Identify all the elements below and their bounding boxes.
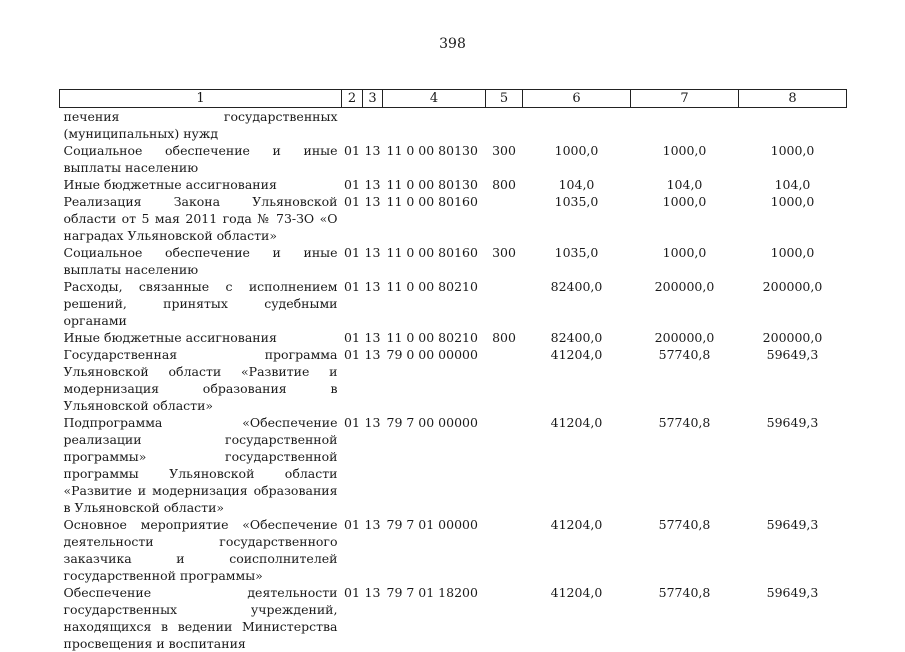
section-code-cell: 01 [344, 415, 360, 430]
expense-name-cell: Социальное обеспечение и иные выплаты населению [63, 143, 338, 175]
table-row [60, 278, 847, 329]
amount-col8-cell: 1000,0 [770, 194, 815, 209]
target-article-cell [383, 108, 486, 143]
amount-col7-cell: 57740,8 [658, 347, 711, 362]
column-header: 7 [631, 90, 739, 108]
amount-col8-cell: 59649,3 [766, 347, 819, 362]
table-header-row [60, 90, 847, 108]
table-row [60, 346, 847, 414]
amount-col7-cell [631, 108, 739, 143]
budget-table [59, 89, 847, 652]
amount-col6-cell: 82400,0 [550, 330, 603, 345]
section-code-cell: 01 [344, 330, 360, 345]
subsection-code-cell: 13 [364, 517, 381, 532]
expense-name-cell: Реализация Закона Ульяновской области от 5 мая 2011 года № 73-ЗО «О наградах Ульяновской области» [63, 194, 338, 243]
subsection-code-cell [363, 108, 383, 143]
target-article-cell: 79 7 01 00000 [386, 517, 478, 532]
subsection-code-cell: 13 [364, 245, 381, 260]
table-row [60, 142, 847, 176]
column-header: 5 [486, 90, 523, 108]
table-row [60, 516, 847, 584]
section-code-cell: 01 [344, 245, 360, 260]
amount-col8-cell: 104,0 [774, 177, 811, 192]
section-code-cell: 01 [344, 177, 360, 192]
table-row [60, 108, 847, 143]
amount-col6-cell: 1035,0 [554, 245, 599, 260]
section-code-cell: 01 [344, 194, 360, 209]
table-row [60, 176, 847, 193]
table-row [60, 414, 847, 516]
subsection-code-cell: 13 [364, 194, 381, 209]
amount-col7-cell: 200000,0 [654, 330, 715, 345]
expense-name-cell: Государственная программа Ульяновской области «Развитие и модернизация образования в Ульяновской области» [63, 347, 338, 413]
amount-col8-cell: 200000,0 [762, 330, 823, 345]
expense-type-cell [486, 346, 523, 414]
column-header: 2 [342, 90, 363, 108]
target-article-cell: 11 0 00 80210 [386, 330, 478, 345]
column-header: 8 [739, 90, 847, 108]
expense-name-cell: Иные бюджетные ассигнования [63, 177, 277, 192]
expense-type-cell [486, 414, 523, 516]
amount-col8-cell: 59649,3 [766, 517, 819, 532]
amount-col6-cell: 1035,0 [554, 194, 599, 209]
section-code-cell [342, 108, 363, 143]
page-number: 398 [439, 36, 466, 52]
table-row [60, 193, 847, 244]
section-code-cell: 01 [344, 347, 360, 362]
expense-type-cell [486, 584, 523, 652]
section-code-cell: 01 [344, 279, 360, 294]
amount-col6-cell: 41204,0 [550, 517, 603, 532]
expense-type-cell [486, 193, 523, 244]
amount-col6-cell: 82400,0 [550, 279, 603, 294]
subsection-code-cell: 13 [364, 330, 381, 345]
column-header: 4 [383, 90, 486, 108]
amount-col8-cell: 1000,0 [770, 245, 815, 260]
amount-col7-cell: 200000,0 [654, 279, 715, 294]
expense-type-cell: 300 [492, 143, 516, 158]
subsection-code-cell: 13 [364, 279, 381, 294]
expense-name-cell: Иные бюджетные ассигнования [63, 330, 277, 345]
amount-col6-cell: 41204,0 [550, 585, 603, 600]
section-code-cell: 01 [344, 517, 360, 532]
table-row [60, 329, 847, 346]
subsection-code-cell: 13 [364, 585, 381, 600]
amount-col7-cell: 1000,0 [662, 245, 707, 260]
amount-col7-cell: 57740,8 [658, 517, 711, 532]
expense-name-cell: печения государственных (муниципальных) нужд [63, 109, 338, 141]
target-article-cell: 11 0 00 80130 [386, 177, 478, 192]
amount-col7-cell: 57740,8 [658, 585, 711, 600]
expense-type-cell [486, 278, 523, 329]
amount-col6-cell: 104,0 [558, 177, 595, 192]
subsection-code-cell: 13 [364, 415, 381, 430]
target-article-cell: 11 0 00 80130 [386, 143, 478, 158]
amount-col7-cell: 1000,0 [662, 143, 707, 158]
expense-type-cell: 300 [492, 245, 516, 260]
amount-col8-cell: 59649,3 [766, 585, 819, 600]
column-header: 6 [523, 90, 631, 108]
table-row [60, 244, 847, 278]
column-header: 1 [60, 90, 342, 108]
amount-col6-cell: 41204,0 [550, 347, 603, 362]
target-article-cell: 79 0 00 00000 [386, 347, 478, 362]
expense-name-cell: Социальное обеспечение и иные выплаты населению [63, 245, 338, 277]
expense-name-cell: Подпрограмма «Обеспечение реализации государственной программы» государственной программы Ульяновской области «Развитие и модернизация образования в Ульяновской области» [63, 415, 338, 515]
expense-name-cell: Расходы, связанные с исполнением решений, принятых судебными органами [63, 279, 338, 328]
expense-type-cell: 800 [492, 177, 516, 192]
amount-col8-cell: 59649,3 [766, 415, 819, 430]
expense-name-cell: Основное мероприятие «Обеспечение деятельности государственного заказчика и соисполнителей государственной программы» [63, 517, 338, 583]
subsection-code-cell: 13 [364, 177, 381, 192]
expense-type-cell [486, 108, 523, 143]
expense-name-cell: Обеспечение деятельности государственных учреждений, находящихся в ведении Министерства просвещения и воспитания [63, 585, 338, 651]
section-code-cell: 01 [344, 143, 360, 158]
amount-col6-cell: 41204,0 [550, 415, 603, 430]
target-article-cell: 79 7 01 18200 [386, 585, 478, 600]
subsection-code-cell: 13 [364, 347, 381, 362]
amount-col8-cell: 1000,0 [770, 143, 815, 158]
amount-col6-cell: 1000,0 [554, 143, 599, 158]
amount-col7-cell: 104,0 [666, 177, 703, 192]
target-article-cell: 11 0 00 80210 [386, 279, 478, 294]
amount-col8-cell: 200000,0 [762, 279, 823, 294]
subsection-code-cell: 13 [364, 143, 381, 158]
expense-type-cell [486, 516, 523, 584]
table-row [60, 584, 847, 652]
section-code-cell: 01 [344, 585, 360, 600]
target-article-cell: 11 0 00 80160 [386, 194, 478, 209]
expense-type-cell: 800 [492, 330, 516, 345]
target-article-cell: 79 7 00 00000 [386, 415, 478, 430]
amount-col7-cell: 1000,0 [662, 194, 707, 209]
amount-col8-cell [739, 108, 847, 143]
target-article-cell: 11 0 00 80160 [386, 245, 478, 260]
amount-col6-cell [523, 108, 631, 143]
column-header: 3 [363, 90, 383, 108]
amount-col7-cell: 57740,8 [658, 415, 711, 430]
